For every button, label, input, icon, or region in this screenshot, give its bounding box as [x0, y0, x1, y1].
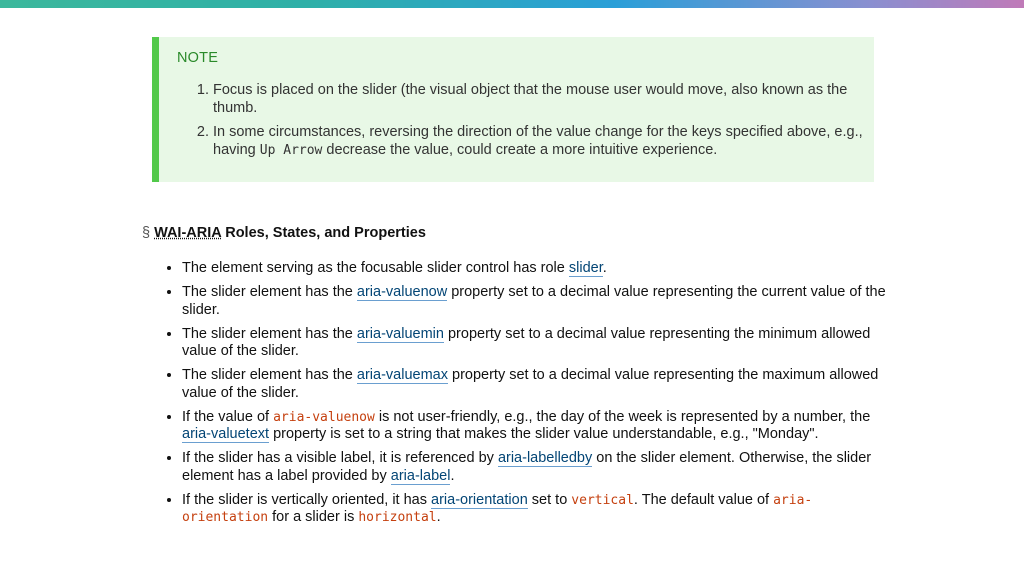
property-item [182, 326, 894, 361]
key-name-code: Up Arrow [259, 143, 323, 158]
role-slider-link[interactable]: slider [568, 260, 603, 276]
properties-list [164, 260, 894, 533]
property-item [182, 367, 894, 402]
property-text: property set to a decimal value representing the minimum allowed value of the slider. [182, 325, 871, 359]
note-item-text: In some circumstances, reversing the direction of the value change for the keys specified above, e.g., having [213, 124, 863, 158]
property-text: property set to a decimal value representing the maximum allowed value of the slider. [182, 367, 879, 401]
note-label: NOTE [177, 50, 219, 66]
property-text: property set to a decimal value representing the current value of the slider. [182, 284, 886, 318]
section-heading [142, 225, 426, 241]
aria-valuemax-link[interactable]: aria-valuemax [356, 367, 448, 383]
property-text: . [602, 260, 607, 276]
property-text: . The default value of [633, 491, 774, 508]
note-list [183, 81, 873, 166]
note-item [213, 123, 873, 160]
property-item [182, 492, 894, 527]
property-text: . [436, 509, 441, 525]
property-text: The slider element has the [182, 367, 357, 383]
property-text: If the slider is vertically oriented, it has [182, 491, 432, 508]
property-text: property is set to a string that makes the slider value understandable, e.g., "Monday". [269, 426, 819, 442]
horizontal-code: horizontal [358, 510, 437, 525]
property-text: The element serving as the focusable slider control has role [182, 260, 569, 276]
aria-valuetext-link[interactable]: aria-valuetext [182, 426, 270, 442]
note-item-text: decrease the value, could create a more intuitive experience. [322, 142, 718, 158]
aria-labelledby-link[interactable]: aria-labelledby [497, 450, 593, 466]
property-text: If the value of [182, 408, 274, 425]
vertical-code: vertical [571, 492, 634, 508]
top-gradient-bar [0, 0, 1024, 8]
note-item-text: Focus is placed on the slider (the visual object that the mouse user would move, also known as the thumb. [213, 82, 848, 116]
property-item [182, 409, 894, 444]
note-item [213, 81, 873, 117]
property-text: . [450, 467, 455, 484]
property-text: The slider element has the [182, 284, 357, 300]
aria-valuemin-link[interactable]: aria-valuemin [356, 325, 444, 342]
property-text: If the slider has a visible label, it is referenced by [182, 450, 498, 466]
note-box [152, 37, 874, 182]
property-text: is not user-friendly, e.g., the day of the week is represented by a number, the [374, 408, 871, 425]
aria-valuenow-link[interactable]: aria-valuenow [356, 284, 448, 300]
wai-aria-abbr: WAI-ARIA [154, 225, 222, 241]
aria-orientation-link[interactable]: aria-orientation [431, 491, 528, 508]
property-item [182, 260, 894, 278]
section-title: Roles, States, and Properties [221, 225, 426, 241]
property-item [182, 284, 894, 319]
property-item [182, 450, 894, 485]
property-text: for a slider is [268, 509, 359, 525]
property-text: set to [527, 491, 572, 508]
aria-valuenow-code: aria-valuenow [273, 409, 375, 425]
aria-orientation-code: aria-orientation [182, 492, 813, 525]
property-text: on the slider element. Otherwise, the slider element has a label provided by [182, 450, 872, 484]
aria-label-link[interactable]: aria-label [390, 467, 451, 484]
property-text: The slider element has the [182, 325, 357, 342]
section-anchor-link[interactable]: § [142, 225, 151, 241]
